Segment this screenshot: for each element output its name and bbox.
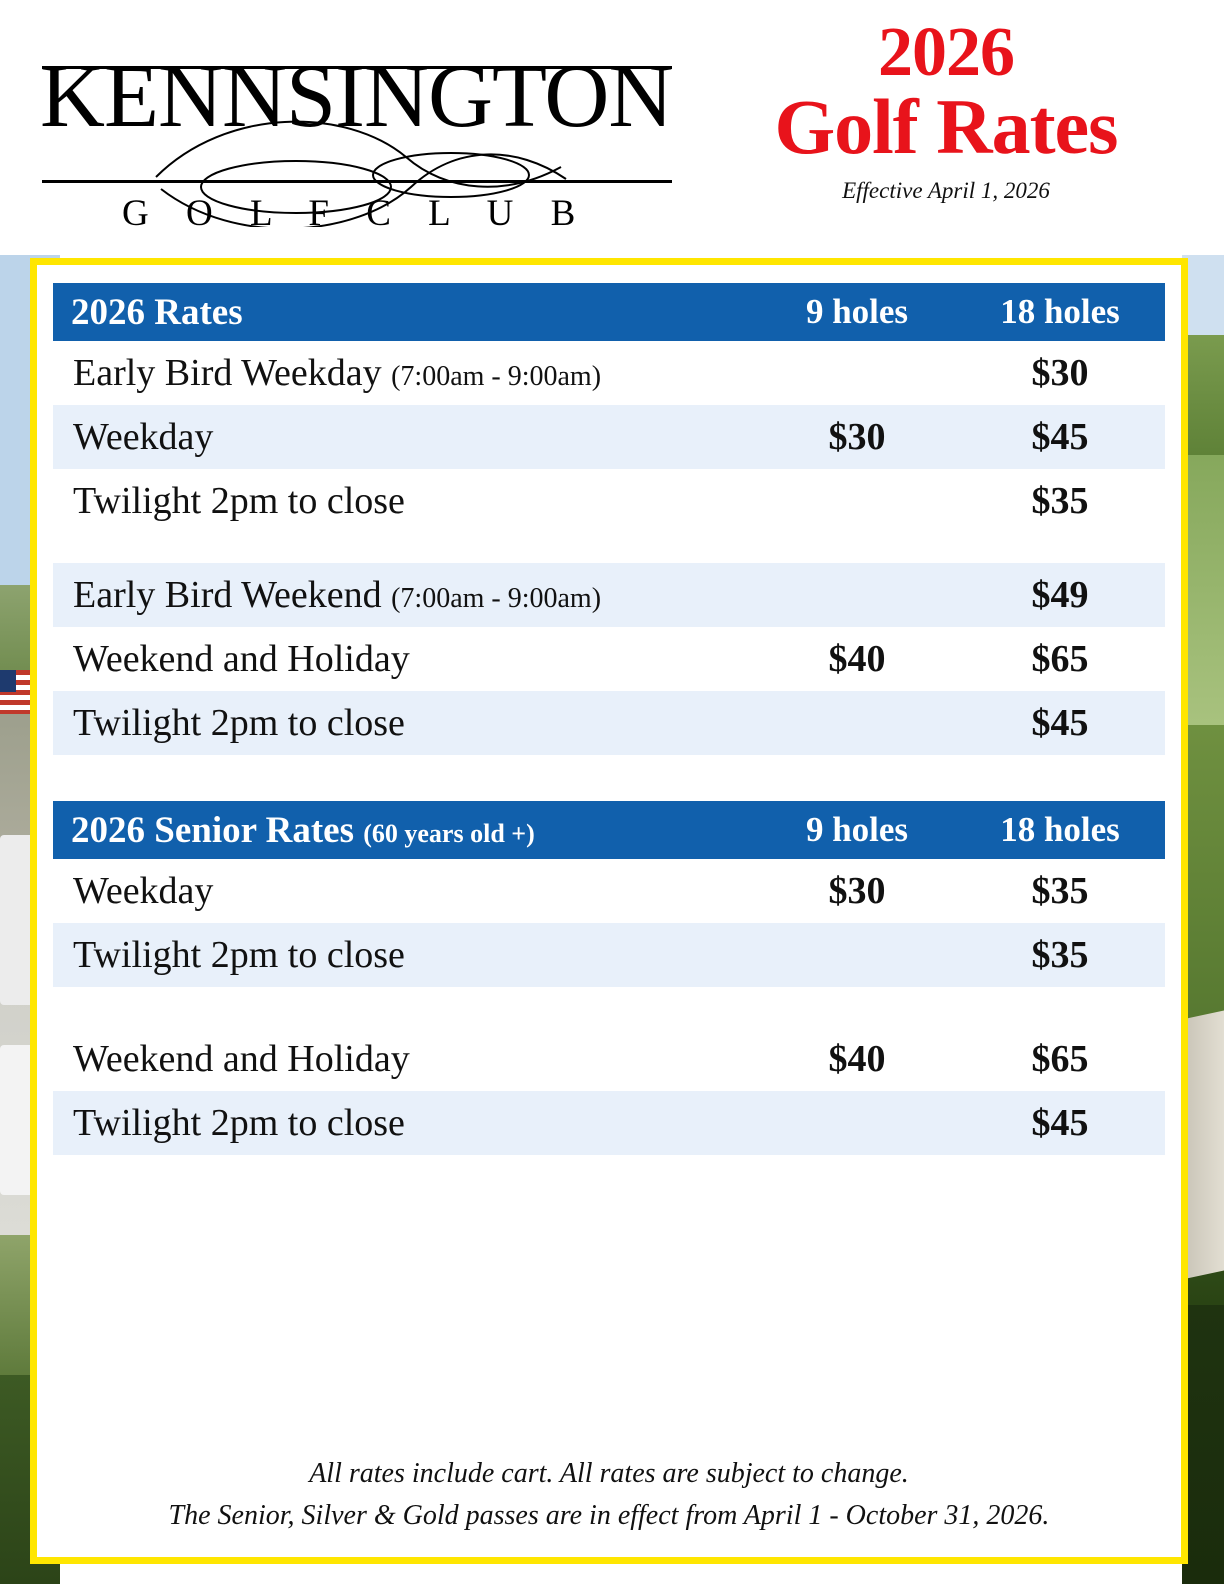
title-block: [706, 14, 1186, 204]
rate-18holes: $30: [1031, 352, 1089, 394]
section-title-senior: [53, 801, 759, 859]
rate-18holes: $35: [955, 923, 1165, 987]
table-row: [53, 1027, 1165, 1091]
rate-label-text: Twilight 2pm to close: [73, 480, 405, 522]
logo-rule-bottom: [42, 180, 672, 183]
rate-label-note: (7:00am - 9:00am): [391, 583, 602, 614]
flag-canton: [0, 670, 16, 692]
page-title-year: 2026: [878, 14, 1014, 91]
logo-wordmark: KENNSINGTON: [40, 47, 673, 146]
table-header-row: [53, 283, 1165, 341]
rate-label-text: Weekday: [73, 870, 214, 912]
footnote-line-2: The Senior, Silver & Gold passes are in effect from April 1 - October 31, 2026.: [168, 1500, 1050, 1531]
rate-9holes: [759, 691, 955, 755]
rate-label: [53, 859, 759, 923]
rate-label-text: Twilight 2pm to close: [73, 1102, 405, 1144]
rate-9holes: [759, 469, 955, 533]
rate-18holes: $65: [1031, 638, 1089, 680]
logo-subtitle: G O L F C L U B: [122, 193, 590, 234]
rate-9holes: [759, 1091, 955, 1155]
rate-label: [53, 341, 759, 405]
column-header-18holes-senior: 18 holes: [955, 801, 1165, 859]
rates-table-senior: [53, 801, 1165, 1155]
page-title: Golf Rates: [774, 83, 1118, 170]
table-header-row-senior: [53, 801, 1165, 859]
rate-9holes: [759, 341, 955, 405]
table-row: [53, 469, 1165, 533]
rate-label-text: Weekend and Holiday: [73, 1038, 410, 1080]
logo: [26, 22, 673, 237]
rate-18holes: $45: [955, 691, 1165, 755]
rate-label: [53, 627, 759, 691]
background-photo-right: [1182, 255, 1224, 1584]
rate-label-note: (7:00am - 9:00am): [391, 361, 602, 392]
rate-18holes: $35: [1031, 480, 1089, 522]
rate-18holes: $35: [1031, 870, 1089, 912]
rates-panel: [30, 258, 1188, 1564]
rate-label: [53, 691, 759, 755]
table-row: [53, 405, 1165, 469]
footnote-line-1: All rates include cart. All rates are subject to change.: [309, 1458, 909, 1489]
rate-label: [53, 469, 759, 533]
rate-label-text: Weekend and Holiday: [73, 638, 410, 680]
row-spacer: [53, 533, 1165, 563]
section-title-standard: 2026 Rates: [53, 283, 759, 341]
rate-label-text: Weekday: [73, 416, 214, 458]
table-row: [53, 691, 1165, 755]
rate-9holes: [759, 923, 955, 987]
rate-9holes: [759, 563, 955, 627]
page-header: [0, 0, 1224, 255]
rate-label: [53, 405, 759, 469]
table-row: [53, 627, 1165, 691]
rate-18holes: $45: [955, 1091, 1165, 1155]
rate-label: [53, 563, 759, 627]
column-header-9holes: 9 holes: [759, 283, 955, 341]
rate-18holes: $65: [1031, 1038, 1089, 1080]
table-row: [53, 923, 1165, 987]
effective-date: Effective April 1, 2026: [842, 178, 1050, 203]
rate-label-text: Early Bird Weekday: [73, 352, 382, 394]
table-row: [53, 563, 1165, 627]
rates-tables: [53, 283, 1165, 1155]
rate-9holes: $40: [828, 1038, 886, 1080]
column-header-18holes: 18 holes: [955, 283, 1165, 341]
rate-label-text: Early Bird Weekend: [73, 574, 382, 616]
rates-table-standard: [53, 283, 1165, 801]
footnotes: [53, 1453, 1165, 1537]
rate-label-text: Twilight 2pm to close: [73, 934, 405, 976]
section-title-text: 2026 Senior Rates: [71, 809, 354, 851]
table-row: [53, 859, 1165, 923]
rate-label: [53, 1027, 759, 1091]
rate-18holes: $45: [955, 405, 1165, 469]
rate-label: [53, 1091, 759, 1155]
row-spacer: [53, 755, 1165, 801]
rate-18holes: $49: [955, 563, 1165, 627]
rate-label-text: Twilight 2pm to close: [73, 702, 405, 744]
rate-9holes: $30: [828, 870, 886, 912]
table-row: [53, 1091, 1165, 1155]
rate-9holes: $30: [759, 405, 955, 469]
table-row: [53, 341, 1165, 405]
section-title-note: (60 years old +): [363, 818, 535, 848]
rate-label: [53, 923, 759, 987]
row-spacer: [53, 987, 1165, 1027]
column-header-9holes-senior: 9 holes: [759, 801, 955, 859]
cart-path-image: [1182, 1011, 1224, 1280]
rate-9holes: $40: [828, 638, 886, 680]
